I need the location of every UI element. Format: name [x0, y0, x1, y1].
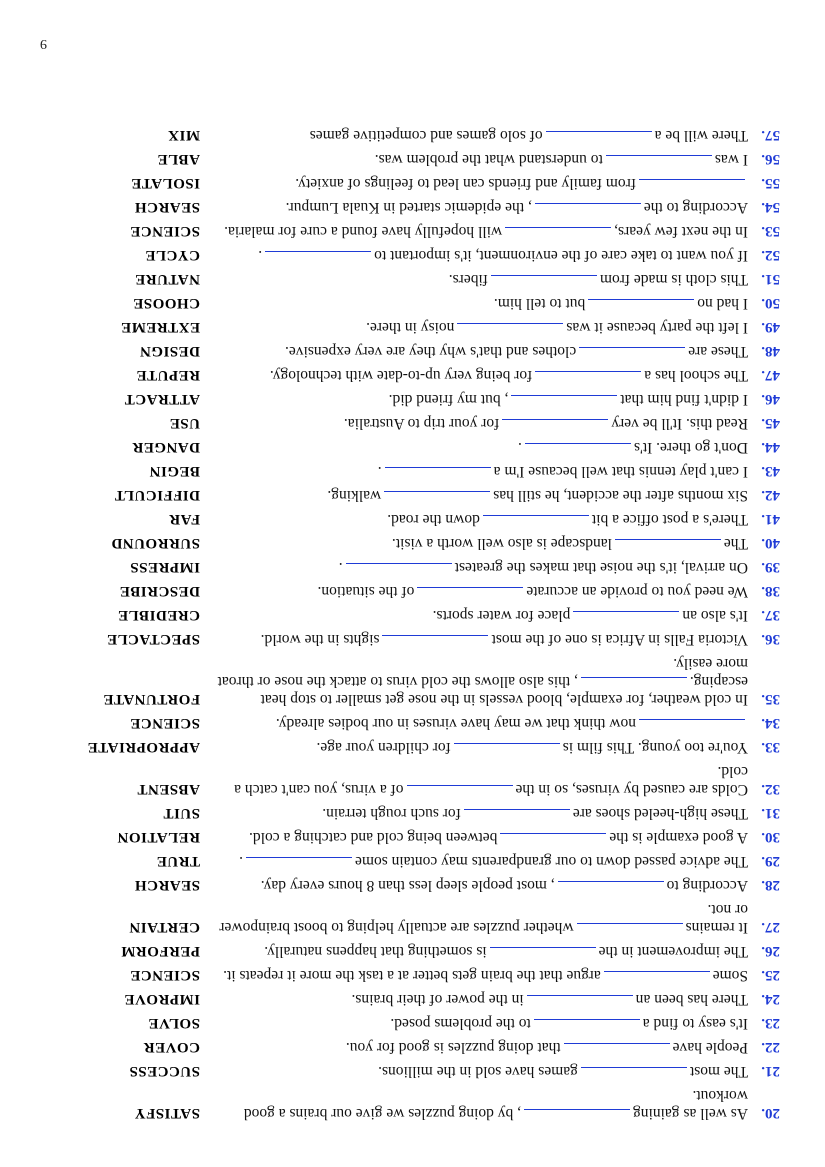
exercise-item [40, 534, 780, 552]
item-sentence [208, 900, 748, 936]
item-sentence [208, 150, 748, 168]
exercise-item [40, 558, 780, 576]
sentence-before-gap: It's also an [682, 607, 748, 624]
item-number: 24. [761, 991, 780, 1007]
sentence-before-gap: We need you to provide an accurate [526, 583, 748, 600]
exercise-item [40, 714, 780, 732]
answer-blank[interactable] [464, 809, 570, 822]
sentence-after-gap: will hopefully have found a cure for malaria. [224, 223, 503, 240]
item-sentence [208, 1086, 748, 1122]
answer-blank[interactable] [407, 785, 513, 798]
page-number: 9 [40, 36, 47, 51]
item-sentence [208, 390, 748, 408]
item-number: 20. [761, 1105, 780, 1121]
exercise-item [40, 1038, 780, 1056]
answer-blank[interactable] [491, 275, 597, 288]
answer-blank[interactable] [524, 1109, 630, 1122]
answer-blank[interactable] [604, 971, 710, 984]
item-number: 52. [761, 247, 780, 263]
answer-blank[interactable] [581, 1067, 687, 1080]
sentence-after-gap: of the situation. [317, 583, 415, 600]
sentence-after-gap: . [377, 463, 382, 480]
item-sentence [208, 222, 748, 240]
sentence-before-gap: I didn't find him that [620, 391, 748, 408]
sentence-after-gap: , by doing puzzles we give our brains a good workout. [243, 1087, 748, 1122]
item-number: 49. [761, 319, 780, 335]
exercise-item [40, 582, 780, 600]
exercise-item [40, 438, 780, 456]
item-number: 56. [761, 151, 780, 167]
sentence-after-gap: landscape is also well worth a visit. [391, 535, 612, 552]
answer-blank[interactable] [511, 395, 617, 408]
sentence-after-gap: place for water sports. [432, 607, 571, 624]
item-number: 38. [761, 583, 780, 599]
item-sentence [208, 174, 748, 192]
item-sentence [208, 246, 748, 264]
root-word: CHOOSE [132, 295, 200, 311]
answer-blank[interactable] [346, 563, 452, 576]
root-word: SUCCESS [128, 1063, 200, 1079]
answer-blank[interactable] [385, 467, 491, 480]
root-word: SCIENCE [129, 967, 200, 983]
sentence-before-gap: In cold weather, for example, blood vessels in the nose get smaller to stop heat escaping. [260, 673, 748, 708]
item-sentence [208, 1014, 748, 1032]
exercise-item [40, 294, 780, 312]
item-sentence [208, 342, 748, 360]
exercise-item [40, 414, 780, 432]
item-sentence [208, 414, 748, 432]
sentence-after-gap: . [258, 247, 263, 264]
sentence-before-gap: People have [672, 1039, 748, 1056]
item-sentence [208, 534, 748, 552]
root-word: DESCRIBE [119, 583, 200, 599]
item-sentence [208, 486, 748, 504]
root-word: SPECTACLE [106, 631, 200, 647]
exercise-item [40, 966, 780, 984]
answer-blank[interactable] [535, 203, 641, 216]
item-sentence [208, 366, 748, 384]
item-sentence [208, 852, 748, 870]
sentence-after-gap: for children your age. [316, 739, 451, 756]
item-number: 26. [761, 943, 780, 959]
sentence-before-gap: The advice passed down to our grandparents may contain some [355, 853, 748, 870]
item-number: 54. [761, 199, 780, 215]
sentence-after-gap: now think that we may have viruses in our bodies already. [275, 715, 636, 732]
answer-blank[interactable] [384, 491, 490, 504]
exercise-item [40, 366, 780, 384]
answer-blank[interactable] [527, 995, 633, 1008]
item-number: 25. [761, 967, 780, 983]
item-number: 44. [761, 439, 780, 455]
exercise-item [40, 198, 780, 216]
sentence-before-gap: These are [688, 343, 748, 360]
sentence-after-gap: clothes and that's why they are very expensive. [285, 343, 577, 360]
item-number: 41. [761, 511, 780, 527]
root-word: ABSENT [136, 781, 200, 797]
sentence-before-gap: This cloth is made from [599, 271, 748, 288]
item-number: 51. [761, 271, 780, 287]
answer-blank[interactable] [534, 1019, 640, 1032]
sentence-before-gap: Colds are caused by viruses, so in the [515, 781, 748, 798]
exercise-item [40, 828, 780, 846]
item-number: 34. [761, 715, 780, 731]
item-number: 27. [761, 919, 780, 935]
exercise-item [40, 804, 780, 822]
exercise-item [40, 318, 780, 336]
item-number: 35. [761, 691, 780, 707]
sentence-before-gap: I left the party because it was [566, 319, 748, 336]
item-sentence [208, 714, 748, 732]
item-sentence [208, 558, 748, 576]
sentence-before-gap: Six months after the accident, he still has [493, 487, 748, 504]
item-number: 37. [761, 607, 780, 623]
answer-blank[interactable] [525, 443, 631, 456]
sentence-after-gap: whether puzzles are actually helping to boost brainpower or not. [219, 901, 748, 936]
answer-blank[interactable] [606, 155, 712, 168]
item-sentence [208, 606, 748, 624]
item-sentence [208, 510, 748, 528]
root-word: USE [169, 415, 200, 431]
exercise-item [40, 1062, 780, 1080]
item-number: 30. [761, 829, 780, 845]
root-word: PERFORM [120, 943, 200, 959]
item-sentence [208, 582, 748, 600]
answer-blank[interactable] [639, 719, 745, 732]
item-sentence [208, 198, 748, 216]
exercise-item [40, 150, 780, 168]
sentence-after-gap: games have sold in the millions. [378, 1063, 578, 1080]
answer-blank[interactable] [615, 539, 721, 552]
item-number: 31. [761, 805, 780, 821]
sentence-before-gap: Read this. It'll be very [611, 415, 748, 432]
root-word: REPUTE [136, 367, 200, 383]
root-word: SEARCH [134, 199, 200, 215]
root-word: CYCLE [144, 247, 200, 263]
sentence-after-gap: to the problems posed. [390, 1015, 531, 1032]
root-word: DESIGN [139, 343, 200, 359]
exercise-item [40, 510, 780, 528]
sentence-after-gap: , most people sleep less than 8 hours every day. [260, 877, 555, 894]
answer-blank[interactable] [505, 227, 611, 240]
item-number: 21. [761, 1063, 780, 1079]
sentence-after-gap: to understand what the problem was. [374, 151, 603, 168]
item-number: 22. [761, 1039, 780, 1055]
sentence-after-gap: of a virus, you can't catch a cold. [234, 763, 748, 798]
item-number: 53. [761, 223, 780, 239]
exercise-item [40, 900, 780, 936]
item-sentence [208, 762, 748, 798]
exercise-list [40, 120, 780, 1122]
item-number: 42. [761, 487, 780, 503]
item-sentence [208, 1038, 748, 1056]
sentence-before-gap: In the next few years, [614, 223, 748, 240]
sentence-after-gap: for such rough terrain. [322, 805, 461, 822]
answer-blank[interactable] [457, 323, 563, 336]
answer-blank[interactable] [579, 347, 685, 360]
exercise-item [40, 606, 780, 624]
sentence-before-gap: It remains [685, 919, 748, 936]
exercise-item [40, 852, 780, 870]
item-number: 29. [761, 853, 780, 869]
sentence-before-gap: The school has a [644, 367, 748, 384]
sentence-after-gap: . [239, 853, 244, 870]
sentence-after-gap: down the road. [387, 511, 480, 528]
sentence-after-gap: in the power of their brains. [351, 991, 524, 1008]
sentence-after-gap: but to tell him. [493, 295, 586, 312]
answer-blank[interactable] [502, 419, 608, 432]
item-number: 33. [761, 739, 780, 755]
item-sentence [208, 318, 748, 336]
item-sentence [208, 828, 748, 846]
sentence-after-gap: is something that happens naturally. [264, 943, 487, 960]
exercise-item [40, 390, 780, 408]
sentence-after-gap: argue that the brain gets better at a task the more it repeats it. [223, 967, 601, 984]
item-sentence [208, 630, 748, 648]
sentence-after-gap: of solo games and competitive games [309, 127, 543, 144]
root-word: BEGIN [149, 463, 200, 479]
item-sentence [208, 294, 748, 312]
root-word: EXTREME [120, 319, 200, 335]
item-number: 48. [761, 343, 780, 359]
answer-blank[interactable] [483, 515, 589, 528]
sentence-before-gap: You're too young. This film is [562, 739, 748, 756]
root-word: SURROUND [110, 535, 200, 551]
item-number: 28. [761, 877, 780, 893]
item-number: 23. [761, 1015, 780, 1031]
answer-blank[interactable] [535, 371, 641, 384]
sentence-before-gap: As well as gaining [633, 1105, 748, 1122]
sentence-after-gap: . [338, 559, 343, 576]
answer-blank[interactable] [564, 1043, 670, 1056]
sentence-after-gap: from family and friends can lead to feelings of anxiety. [295, 175, 636, 192]
root-word: CERTAIN [128, 919, 200, 935]
answer-blank[interactable] [639, 179, 745, 192]
sentence-before-gap: It's easy to find a [642, 1015, 748, 1032]
sentence-before-gap: According to the [643, 199, 748, 216]
sentence-after-gap: for your trip to Australia. [343, 415, 500, 432]
item-number: 55. [761, 175, 780, 191]
item-number: 43. [761, 463, 780, 479]
item-sentence [208, 462, 748, 480]
exercise-item [40, 738, 780, 756]
sentence-before-gap: The most [689, 1063, 748, 1080]
item-sentence [208, 990, 748, 1008]
exercise-item [40, 630, 780, 648]
item-number: 39. [761, 559, 780, 575]
sentence-after-gap: , but my friend did. [388, 391, 509, 408]
root-word: MIX [167, 127, 200, 143]
sentence-after-gap: sights in the world. [260, 631, 380, 648]
exercise-item [40, 876, 780, 894]
sentence-before-gap: If you want to take care of the environment, it's important to [374, 247, 748, 264]
sentence-after-gap: fibers. [448, 271, 488, 288]
sentence-before-gap: There's a post office a bit [591, 511, 748, 528]
sentence-before-gap: There will be a [654, 127, 748, 144]
item-sentence [208, 126, 748, 144]
sentence-before-gap: Don't go there. It's [633, 439, 748, 456]
exercise-item [40, 486, 780, 504]
root-word: FAR [168, 511, 200, 527]
answer-blank[interactable] [573, 611, 679, 624]
item-number: 45. [761, 415, 780, 431]
item-number: 32. [761, 781, 780, 797]
answer-blank[interactable] [558, 881, 664, 894]
answer-blank[interactable] [454, 743, 560, 756]
exercise-item [40, 762, 780, 798]
root-word: IMPROVE [124, 991, 200, 1007]
root-word: SOLVE [148, 1015, 200, 1031]
item-number: 36. [761, 631, 780, 647]
sentence-before-gap: Some [712, 967, 748, 984]
item-sentence [208, 1062, 748, 1080]
root-word: ISOLATE [130, 175, 200, 191]
root-word: SATISFY [134, 1105, 200, 1121]
exercise-item [40, 126, 780, 144]
root-word: APPROPRIATE [87, 739, 200, 755]
item-sentence [208, 804, 748, 822]
root-word: ABLE [157, 151, 200, 167]
answer-blank[interactable] [490, 947, 596, 960]
exercise-item [40, 654, 780, 708]
sentence-before-gap: I can't play tennis that well because I'm a [493, 463, 748, 480]
root-word: FORTUNATE [102, 691, 200, 707]
exercise-item [40, 462, 780, 480]
root-word: DIFFICULT [114, 487, 200, 503]
root-word: COVER [143, 1039, 200, 1055]
exercise-item [40, 174, 780, 192]
sentence-before-gap: I had no [697, 295, 748, 312]
sentence-before-gap: According to [666, 877, 748, 894]
exercise-item [40, 942, 780, 960]
exercise-item [40, 1086, 780, 1122]
item-number: 46. [761, 391, 780, 407]
sentence-before-gap: There has been an [635, 991, 748, 1008]
root-word: ATTRACT [124, 391, 200, 407]
sentence-after-gap: noisy in there. [366, 319, 455, 336]
sentence-after-gap: for being very up-to-date with technology. [269, 367, 533, 384]
answer-blank[interactable] [581, 677, 687, 690]
root-word: RELATION [117, 829, 200, 845]
sentence-after-gap: that doing puzzles is good for you. [345, 1039, 561, 1056]
sentence-before-gap: The [723, 535, 748, 552]
answer-blank[interactable] [577, 923, 683, 936]
item-number: 47. [761, 367, 780, 383]
root-word: CREDIBLE [117, 607, 200, 623]
answer-blank[interactable] [500, 833, 606, 846]
answer-blank[interactable] [546, 131, 652, 144]
item-sentence [208, 654, 748, 708]
root-word: SCIENCE [129, 223, 200, 239]
answer-blank[interactable] [417, 587, 523, 600]
root-word: IMPRESS [129, 559, 200, 575]
sentence-before-gap: A good example is the [609, 829, 748, 846]
answer-blank[interactable] [588, 299, 694, 312]
exercise-item [40, 1014, 780, 1032]
answer-blank[interactable] [246, 857, 352, 870]
item-sentence [208, 942, 748, 960]
item-number: 50. [761, 295, 780, 311]
root-word: NATURE [134, 271, 200, 287]
exercise-item [40, 990, 780, 1008]
sentence-before-gap: Victoria Falls in Africa is one of the most [491, 631, 748, 648]
exercise-item [40, 246, 780, 264]
root-word: SCIENCE [129, 715, 200, 731]
item-number: 57. [761, 127, 780, 143]
exercise-item [40, 222, 780, 240]
sentence-after-gap: between being cold and catching a cold. [249, 829, 498, 846]
item-sentence [208, 876, 748, 894]
item-sentence [208, 738, 748, 756]
item-sentence [208, 270, 748, 288]
root-word: SUIT [162, 805, 200, 821]
sentence-after-gap: walking. [327, 487, 382, 504]
item-sentence [208, 966, 748, 984]
sentence-before-gap: These high-heeled shoes are [572, 805, 748, 822]
sentence-after-gap: , this also allows the cold virus to attack the nose or throat more easily. [217, 655, 748, 690]
sentence-before-gap: I was [714, 151, 748, 168]
root-word: SEARCH [134, 877, 200, 893]
item-number: 40. [761, 535, 780, 551]
sentence-after-gap: . [518, 439, 522, 456]
exercise-item [40, 270, 780, 288]
answer-blank[interactable] [265, 251, 371, 264]
answer-blank[interactable] [383, 635, 489, 648]
item-sentence [208, 438, 748, 456]
sentence-after-gap: , the epidemic started in Kuala Lumpur. [285, 199, 532, 216]
sentence-before-gap: The improvement in the [598, 943, 748, 960]
exercise-item [40, 342, 780, 360]
root-word: TRUE [156, 853, 200, 869]
sentence-before-gap: On arrival, it's the noise that makes the greatest [454, 559, 748, 576]
root-word: DANGER [131, 439, 200, 455]
